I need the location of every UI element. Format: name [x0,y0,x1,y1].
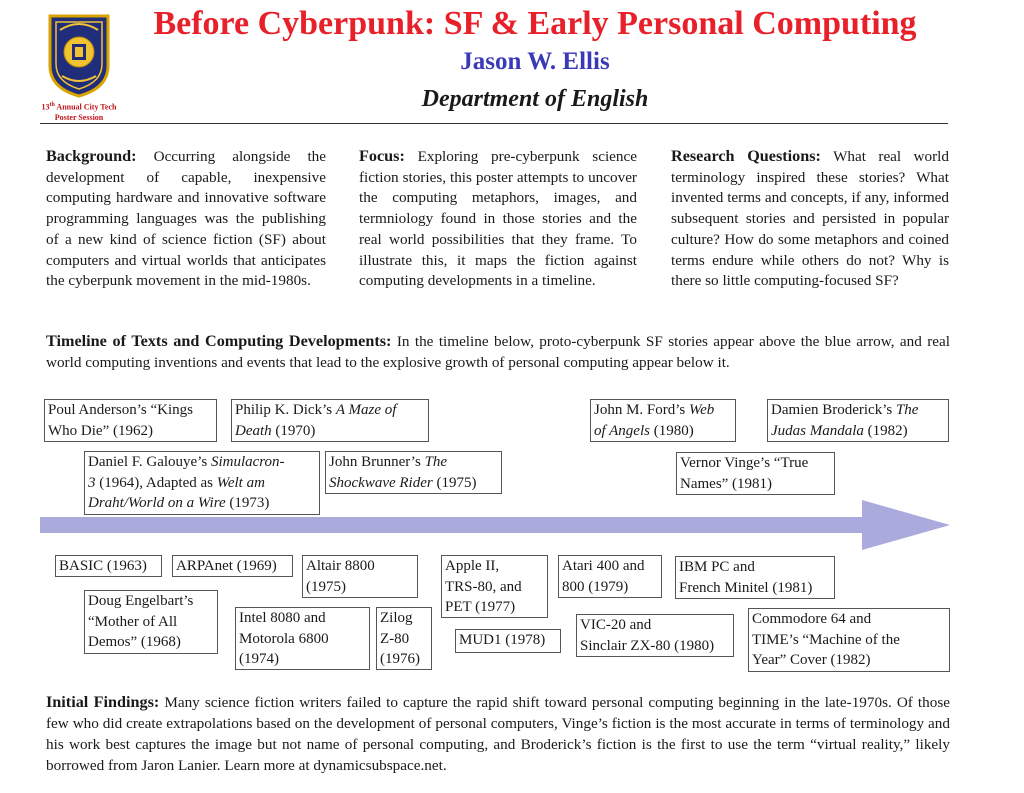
research-text: What real world terminology inspired these stories? What invented terms and concepts, if any, informed subsequent stories and persisted in popular culture? How do some metaphors and coined terms endure while others do not? Why is there so little computing-focused SF? [671,148,949,290]
initial-findings [46,692,950,776]
computing-box-engelbart: Doug Engelbart’s “Mother of All Demos” (1968) [84,590,218,654]
focus-heading: Focus: [359,147,405,165]
focus-text: Exploring pre-cyberpunk science fiction stories, this poster attempts to uncover the computing metaphors, images, and termniology found in those stories and the real world possibilities that they frame. To illustrate this, it maps the fiction against computing developments in a timeline. [359,148,637,290]
computing-box-altair: Altair 8800 (1975) [302,555,418,598]
logo-caption: 13th Annual City Tech Poster Session [41,102,117,122]
poster-title: Before Cyberpunk: SF & Early Personal Computing [153,5,917,42]
timeline-intro-text: In the timeline below, proto-cyberpunk SF stories appear above the blue arrow, and real world computing inventions and events that lead to the explosive growth of personal computing appear below it. [46,333,950,371]
computing-box-zilog: Zilog Z-80 (1976) [376,607,432,670]
fiction-box-vinge: Vernor Vinge’s “True Names” (1981) [676,452,835,495]
focus-section [359,146,637,292]
fiction-box-galouye: Daniel F. Galouye’s Simulacron- 3 (1964), Adapted as Welt am Draht/World on a Wire (1973) [84,451,320,515]
background-text: Occurring alongside the development of capable, inexpensive computing hardware and innovative software programming languages was the publishing of a new kind of science fiction (SF) about computers and virtual worlds that anticipates the cyberpunk movement in the mid-1980s. [46,148,326,290]
findings-heading: Initial Findings: [46,693,160,711]
computing-box-atari: Atari 400 and 800 (1979) [558,555,662,598]
header-divider [40,123,948,124]
fiction-box-dick: Philip K. Dick’s A Maze of Death (1970) [231,399,429,442]
computing-box-ibm: IBM PC and French Minitel (1981) [675,556,835,599]
computing-box-basic: BASIC (1963) [55,555,162,577]
fiction-box-anderson: Poul Anderson’s “Kings Who Die” (1962) [44,399,217,442]
computing-box-vic20: VIC-20 and Sinclair ZX-80 (1980) [576,614,734,657]
background-heading: Background: [46,147,137,165]
timeline-heading: Timeline of Texts and Computing Developments: [46,332,392,350]
fiction-box-brunner: John Brunner’s The Shockwave Rider (1975) [325,451,502,494]
research-questions-section [671,146,949,292]
research-heading: Research Questions: [671,147,821,165]
department-name: Department of English [421,86,649,112]
computing-box-intel: Intel 8080 and Motorola 6800 (1974) [235,607,370,670]
computing-box-arpanet: ARPAnet (1969) [172,555,293,577]
findings-text: Many science fiction writers failed to capture the rapid shift toward personal computing beginning in the late-1970s. Of those few who did create extrapolations based on the development of personal computers, Vinge’s fiction is the most accurate in terms of terminology and his work best captures the image but not name of personal computing, and Broderick’s fiction is the first to use the term “virtual reality,” likely borrowed from Jaron Lanier. Learn more at dynamicsubspace.net. [46,694,950,774]
fiction-box-broderick: Damien Broderick’s The Judas Mandala (1982) [767,399,949,442]
computing-box-apple: Apple II, TRS-80, and PET (1977) [441,555,548,618]
fiction-box-ford: John M. Ford’s Web of Angels (1980) [590,399,736,442]
computing-box-commodore: Commodore 64 and TIME’s “Machine of the Year” Cover (1982) [748,608,950,672]
city-tech-seal-logo [46,12,112,98]
timeline-intro [46,331,950,373]
author-name: Jason W. Ellis [460,48,610,75]
background-section [46,146,326,292]
timeline-arrow [40,500,952,550]
computing-box-mud1: MUD1 (1978) [455,629,561,653]
